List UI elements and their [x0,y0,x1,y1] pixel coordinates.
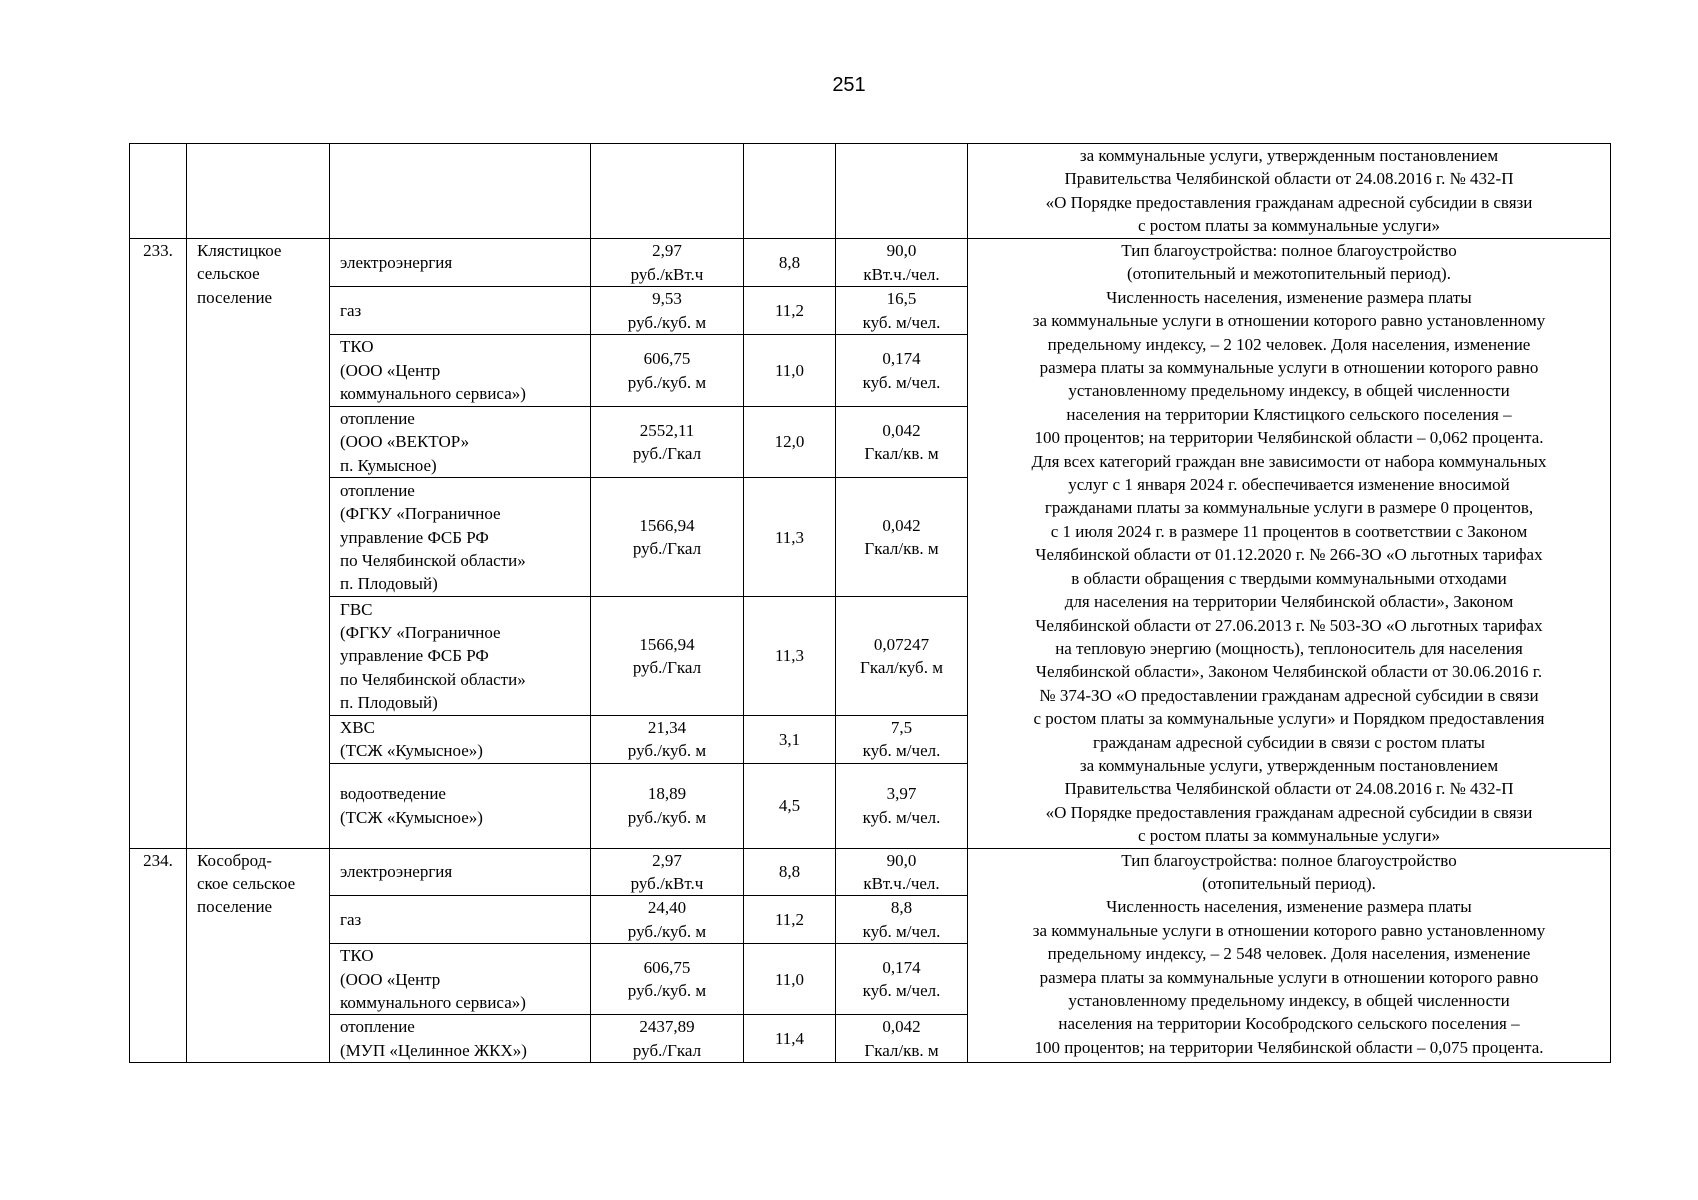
note-line: Численность населения, изменение размера платы [1106,897,1472,917]
norm-cell [836,478,968,597]
tariff-line: 606,75 [643,957,691,977]
service-line: ХВС [340,718,375,738]
note-cell [968,848,1611,1063]
norm-cell [836,944,968,1015]
service-line: отопление [340,480,415,500]
service-line: коммунального сервиса») [340,384,526,404]
tariff-cell [591,944,744,1015]
settlement-line: сельское [197,264,260,284]
service-line: электроэнергия [340,862,453,882]
tariff-line: руб./Гкал [632,1040,702,1060]
note-line: Челябинской области от 27.06.2013 г. № 503-ЗО «О льготных тарифах [1035,615,1543,635]
note-line: установленному предельному индексу, в общей численности [1068,991,1510,1010]
note-line: (отопительный период). [1202,873,1376,893]
settlement-line: поселение [197,897,273,917]
tariff-line: 21,34 [647,718,687,738]
note-line: населения на территории Кособродского сельского поселения – [1058,1014,1520,1034]
note-line: № 374-ЗО «О предоставлении гражданам адресной субсидии в связи [1039,685,1539,705]
norm-line: куб. м/чел. [862,312,941,332]
note-line: предельному индексу, – 2 548 человек. Доля населения, изменение [1047,944,1531,964]
table-row [130,239,1611,287]
note-line: для населения на территории Челябинской области», Законом [1064,592,1514,612]
tariff-cell [591,239,744,287]
tariff-cell [591,1015,744,1063]
note-line: предельному индексу, – 2 102 человек. Доля населения, изменение [1047,334,1531,354]
index-cell: 11,2 [744,896,836,944]
norm-line: Гкал/кв. м [864,539,939,559]
index-cell: 11,0 [744,944,836,1015]
tariff-cell [591,335,744,407]
norm-cell [836,406,968,478]
tariff-line: руб./куб. м [627,372,707,392]
service-name [330,239,591,287]
tariff-line: 2,97 [652,850,682,870]
note-line: Челябинской области от 01.12.2020 г. № 266-ЗО «О льготных тарифах [1035,545,1543,565]
norm-line: куб. м/чел. [862,921,941,941]
tariff-line: руб./куб. м [627,741,707,761]
service-line: (ФГКУ «Пограничное [340,622,501,642]
index-cell: 3,1 [744,715,836,763]
service-line: (МУП «Целинное ЖКХ») [340,1040,527,1060]
service-line: по Челябинской области» [340,669,526,689]
service-line: газ [340,910,362,930]
norm-line: кВт.ч./чел. [863,264,940,284]
service-name [330,287,591,335]
norm-line: Гкал/куб. м [860,658,943,678]
settlement-name [187,848,330,1063]
tariff-line: 2,97 [652,241,682,261]
norm-cell [836,896,968,944]
note-line: на тепловую энергию (мощность), теплоноситель для населения [1055,638,1523,658]
service-name [330,597,591,716]
norm-line: 0,042 [882,1017,921,1037]
norm-line: куб. м/чел. [862,741,941,761]
tariff-line: 1566,94 [639,515,695,535]
tariff-line: 1566,94 [639,634,695,654]
note-line: гражданам адресной субсидии в связи с ростом платы [1093,732,1485,752]
service-line: п. Плодовый) [340,693,438,713]
norm-line: 0,174 [882,349,921,369]
index-cell: 8,8 [744,239,836,287]
note-line: гражданами платы за коммунальные услуги в размере 0 процентов, [1044,498,1534,518]
note-line: Для всех категорий граждан вне зависимости от набора коммунальных [1031,451,1547,471]
service-line: водоотведение [340,784,446,804]
tariff-line: руб./Гкал [632,444,702,464]
row-number: 234. [130,848,187,1063]
norm-line: 0,042 [882,515,921,535]
note-line: с ростом платы за коммунальные услуги» и Порядком предоставления [1033,709,1545,729]
note-line: с 1 июля 2024 г. в размере 11 процентов в соответствии с Законом [1050,521,1528,541]
note-line: Челябинской области», Законом Челябинской области от 30.06.2016 г. [1035,662,1543,682]
service-line: отопление [340,1017,415,1037]
norm-cell [836,239,968,287]
service-line: (ТСЖ «Кумысное») [340,741,483,761]
norm-line: куб. м/чел. [862,981,941,1001]
service-line: ТКО [340,946,374,966]
service-line: электроэнергия [340,252,453,272]
service-line: п. Плодовый) [340,574,438,594]
note-line: Правительства Челябинской области от 24.08.2016 г. № 432-П [1064,169,1514,189]
norm-line: 7,5 [890,718,913,738]
service-line: (ООО «ВЕКТОР» [340,432,470,452]
empty-cell [744,144,836,239]
tariff-line: 606,75 [643,349,691,369]
tariff-line: руб./куб. м [627,312,707,332]
index-cell: 11,4 [744,1015,836,1063]
norm-line: Гкал/кв. м [864,1040,939,1060]
tariff-table [129,143,1611,1063]
index-cell: 12,0 [744,406,836,478]
note-line: с ростом платы за коммунальные услуги» [1138,216,1440,236]
note-line: «О Порядке предоставления гражданам адресной субсидии в связи [1045,802,1533,822]
service-line: по Челябинской области» [340,551,526,571]
note-line: с ростом платы за коммунальные услуги» [1138,826,1440,846]
note-line: Тип благоустройства: полное благоустройство [1121,241,1457,260]
note-line: за коммунальные услуги в отношении которого равно установленному [1032,920,1546,940]
note-line: 100 процентов; на территории Челябинской области – 0,075 процента. [1034,1037,1544,1057]
index-cell: 11,3 [744,478,836,597]
service-line: (ТСЖ «Кумысное») [340,807,483,827]
index-cell: 11,3 [744,597,836,716]
note-line: (отопительный и межотопительный период). [1127,264,1451,284]
settlement-line: ское сельское [197,873,296,893]
note-line: Правительства Челябинской области от 24.08.2016 г. № 432-П [1064,779,1514,799]
tariff-line: руб./куб. м [627,807,707,827]
settlement-name [187,239,330,849]
service-line: (ООО «Центр [340,969,441,989]
norm-line: Гкал/кв. м [864,444,939,464]
service-line: п. Кумысное) [340,455,437,475]
note-line: услуг с 1 января 2024 г. обеспечивается изменение вносимой [1068,475,1510,495]
tariff-cell [591,287,744,335]
tariff-cell [591,597,744,716]
service-name [330,764,591,849]
tariff-line: 18,89 [647,784,687,804]
norm-cell [836,715,968,763]
note-line: Тип благоустройства: полное благоустройство [1121,850,1457,870]
note-line: за коммунальные услуги в отношении которого равно установленному [1032,311,1546,331]
tariff-line: руб./кВт.ч [630,873,704,893]
service-line: отопление [340,409,415,429]
service-name [330,478,591,597]
note-line: «О Порядке предоставления гражданам адресной субсидии в связи [1045,192,1533,212]
empty-cell [130,144,187,239]
service-line: коммунального сервиса») [340,993,526,1012]
tariff-line: 2437,89 [639,1017,695,1037]
service-line: ТКО [340,337,374,357]
norm-cell [836,335,968,407]
norm-line: 0,174 [882,957,921,977]
service-name [330,1015,591,1063]
tariff-line: 9,53 [652,289,682,309]
note-line: 100 процентов; на территории Челябинской области – 0,062 процента. [1034,428,1544,448]
tariff-cell [591,406,744,478]
service-name [330,896,591,944]
norm-line: 16,5 [886,289,917,309]
norm-line: 90,0 [886,241,917,261]
norm-line: куб. м/чел. [862,807,941,827]
service-line: управление ФСБ РФ [340,527,489,547]
tariff-line: руб./куб. м [627,981,707,1001]
service-name [330,944,591,1015]
tariff-line: 24,40 [647,898,687,918]
norm-line: куб. м/чел. [862,372,941,392]
settlement-line: Клястицкое [197,241,282,260]
norm-line: кВт.ч./чел. [863,873,940,893]
index-cell: 11,0 [744,335,836,407]
norm-cell [836,597,968,716]
tariff-line: руб./Гкал [632,539,702,559]
settlement-line: Кособрод- [197,850,272,870]
tariff-cell [591,764,744,849]
row-number: 233. [130,239,187,849]
note-line: в области обращения с твердыми коммунальными отходами [1071,568,1507,588]
norm-cell [836,287,968,335]
index-cell: 8,8 [744,848,836,896]
service-name [330,406,591,478]
empty-cell [330,144,591,239]
service-line: (ФГКУ «Пограничное [340,504,501,524]
settlement-line: поселение [197,287,273,307]
tariff-cell [591,478,744,597]
service-name [330,715,591,763]
service-line: управление ФСБ РФ [340,646,489,666]
note-line: Численность населения, изменение размера платы [1106,287,1472,307]
norm-line: 90,0 [886,850,917,870]
note-line: установленному предельному индексу, в общей численности [1068,381,1510,401]
norm-line: 0,042 [882,420,921,440]
table-row [130,848,1611,896]
note-line: размера платы за коммунальные услуги в отношении которого равно [1039,967,1539,987]
service-name [330,848,591,896]
norm-line: 8,8 [890,898,913,918]
norm-cell [836,848,968,896]
continuation-row [130,144,1611,239]
note-line: за коммунальные услуги, утвержденным постановлением [1079,755,1499,775]
service-line: ГВС [340,599,373,619]
note-line: населения на территории Клястицкого сельского поселения – [1066,404,1512,424]
service-line: газ [340,300,362,320]
empty-cell [836,144,968,239]
tariff-cell [591,848,744,896]
index-cell: 11,2 [744,287,836,335]
norm-line: 3,97 [886,784,917,804]
tariff-line: руб./куб. м [627,921,707,941]
index-cell: 4,5 [744,764,836,849]
tariff-cell [591,715,744,763]
tariff-line: руб./кВт.ч [630,264,704,284]
norm-cell [836,1015,968,1063]
service-name [330,335,591,407]
tariff-cell [591,896,744,944]
norm-cell [836,764,968,849]
service-line: (ООО «Центр [340,360,441,380]
empty-cell [591,144,744,239]
empty-cell [187,144,330,239]
norm-line: 0,07247 [873,634,930,654]
note-line: размера платы за коммунальные услуги в отношении которого равно [1039,358,1539,378]
page-number: 251 [832,74,866,96]
note-line: за коммунальные услуги, утвержденным постановлением [1079,146,1499,165]
tariff-line: руб./Гкал [632,658,702,678]
tariff-line: 2552,11 [639,420,695,440]
note-cell [968,144,1611,239]
note-cell [968,239,1611,849]
